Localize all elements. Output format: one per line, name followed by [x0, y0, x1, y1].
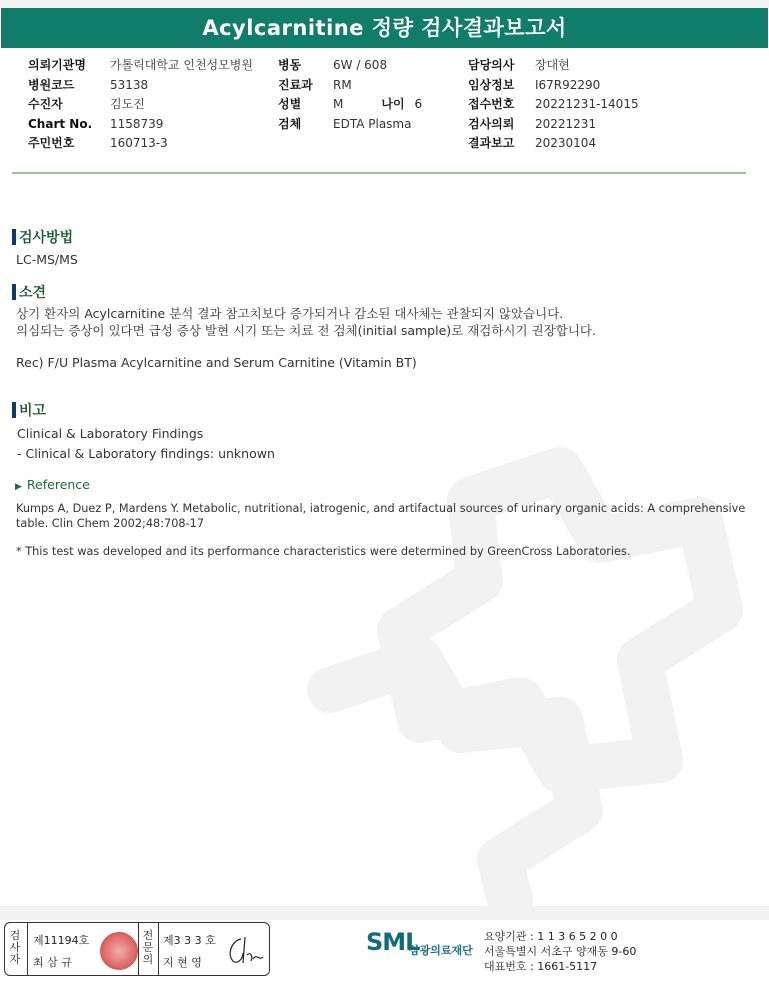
info-row	[468, 115, 639, 135]
findings-recommendation: Rec) F/U Plasma Acylcarnitine and Serum Carnitine (Vitamin BT)	[16, 355, 417, 370]
seal-icon	[100, 932, 138, 970]
signature-icon	[225, 935, 265, 967]
age-value: 6	[414, 97, 423, 111]
info-value: I67R92290	[535, 77, 601, 92]
report-title: Acylcarnitine 정량 검사결과보고서	[1, 8, 768, 48]
info-label: 검사의뢰	[468, 116, 515, 131]
info-label: Chart No.	[28, 116, 93, 131]
info-label: 성별	[278, 97, 302, 111]
method-text: LC-MS/MS	[16, 252, 78, 267]
age-label: 나이	[381, 97, 405, 111]
triangle-right-icon: ▶	[15, 482, 22, 492]
patient-info-col1	[28, 56, 253, 154]
header-divider	[12, 172, 746, 174]
info-value: 김도진	[110, 97, 145, 111]
reviewer-label: 전 문 의	[142, 929, 154, 966]
section-title: 소견	[19, 285, 47, 301]
institution-info	[484, 929, 636, 974]
info-row	[28, 134, 253, 154]
info-value: 20221231	[535, 116, 597, 131]
info-value: 53138	[110, 77, 149, 92]
findings-line-2: 의심되는 증상이 있다면 급성 증상 발현 시기 또는 치료 전 검체(initial sample)로 재검하시기 권장합니다.	[16, 323, 596, 338]
signature-box	[4, 922, 270, 976]
section-title: 비고	[19, 403, 47, 419]
tester-label: 검 사 자	[9, 929, 21, 966]
section-title: 검사방법	[19, 230, 74, 246]
developed-note: * This test was developed and its performance characteristics were determined by GreenCross Laboratories.	[16, 545, 631, 558]
info-row	[28, 95, 253, 115]
info-label: 접수번호	[468, 97, 515, 111]
section-findings-heading	[12, 282, 46, 302]
info-label: 임상정보	[468, 77, 515, 92]
info-row	[468, 95, 639, 115]
section-method-heading	[12, 227, 73, 247]
info-label: 주민번호	[28, 136, 75, 150]
logo-name: 삼광의료재단	[409, 944, 473, 957]
info-row	[278, 95, 422, 115]
section-marker-icon	[12, 229, 16, 245]
info-row	[278, 76, 422, 96]
patient-info-col3	[468, 56, 639, 154]
info-row	[468, 134, 639, 154]
reference-text: Kumps A, Duez P, Mardens Y. Metabolic, nutritional, iatrogenic, and artifactual sources of urinary organic acids: A comprehensive table. Clin Chem 2002;48:708-17	[16, 502, 746, 530]
divider	[138, 923, 139, 975]
agency-code: 요양기관 : 1 1 3 6 5 2 0 0	[484, 930, 618, 943]
footer-band	[0, 906, 769, 920]
info-value: 6W / 608	[333, 58, 388, 72]
info-row	[278, 115, 422, 135]
info-label: 병원코드	[28, 77, 75, 92]
logo-mark: SML	[366, 928, 420, 956]
info-value: 160713-3	[110, 136, 168, 150]
info-row	[28, 115, 253, 135]
info-label: 담당의사	[468, 58, 515, 72]
info-value: M	[333, 97, 344, 111]
section-remarks-heading	[12, 400, 46, 420]
reviewer-name: 지 현 영	[163, 956, 202, 969]
info-row	[28, 76, 253, 96]
divider	[27, 923, 28, 975]
info-row	[468, 56, 639, 76]
info-label: 검체	[278, 116, 302, 131]
tester-name: 최 삼 규	[33, 956, 72, 969]
patient-info-col2	[278, 56, 422, 134]
phone: 대표번호 : 1661-5117	[484, 960, 598, 973]
info-value: 장대현	[535, 58, 570, 72]
info-value: EDTA Plasma	[333, 116, 412, 131]
tester-license: 제11194호	[33, 934, 90, 947]
info-label: 진료과	[278, 77, 313, 92]
info-label: 결과보고	[468, 136, 515, 150]
info-label: 의뢰기관명	[28, 58, 86, 72]
section-marker-icon	[12, 284, 16, 300]
remarks-line-1: Clinical & Laboratory Findings	[17, 426, 204, 441]
info-label: 병동	[278, 58, 302, 72]
info-value: 1158739	[110, 116, 164, 131]
section-marker-icon	[12, 402, 16, 418]
reference-title: Reference	[26, 477, 90, 492]
info-value: 20230104	[535, 136, 597, 150]
info-row	[468, 76, 639, 96]
info-value: 20221231-14015	[535, 97, 639, 111]
reference-heading	[15, 477, 90, 492]
findings-line-1: 상기 환자의 Acylcarnitine 분석 결과 참고치보다 증가되거나 감소된 대사체는 관찰되지 않았습니다.	[16, 306, 564, 321]
divider	[158, 923, 159, 975]
info-value: 가톨릭대학교 인천성모병원	[110, 58, 253, 72]
info-value: RM	[333, 77, 352, 92]
info-row	[278, 56, 422, 76]
remarks-line-2: - Clinical & Laboratory findings: unknown	[17, 446, 275, 461]
info-row	[28, 56, 253, 76]
address: 서울특별시 서초구 양재동 9-60	[484, 945, 637, 958]
info-label: 수진자	[28, 97, 63, 111]
reviewer-license: 제3 3 3 호	[163, 934, 216, 947]
